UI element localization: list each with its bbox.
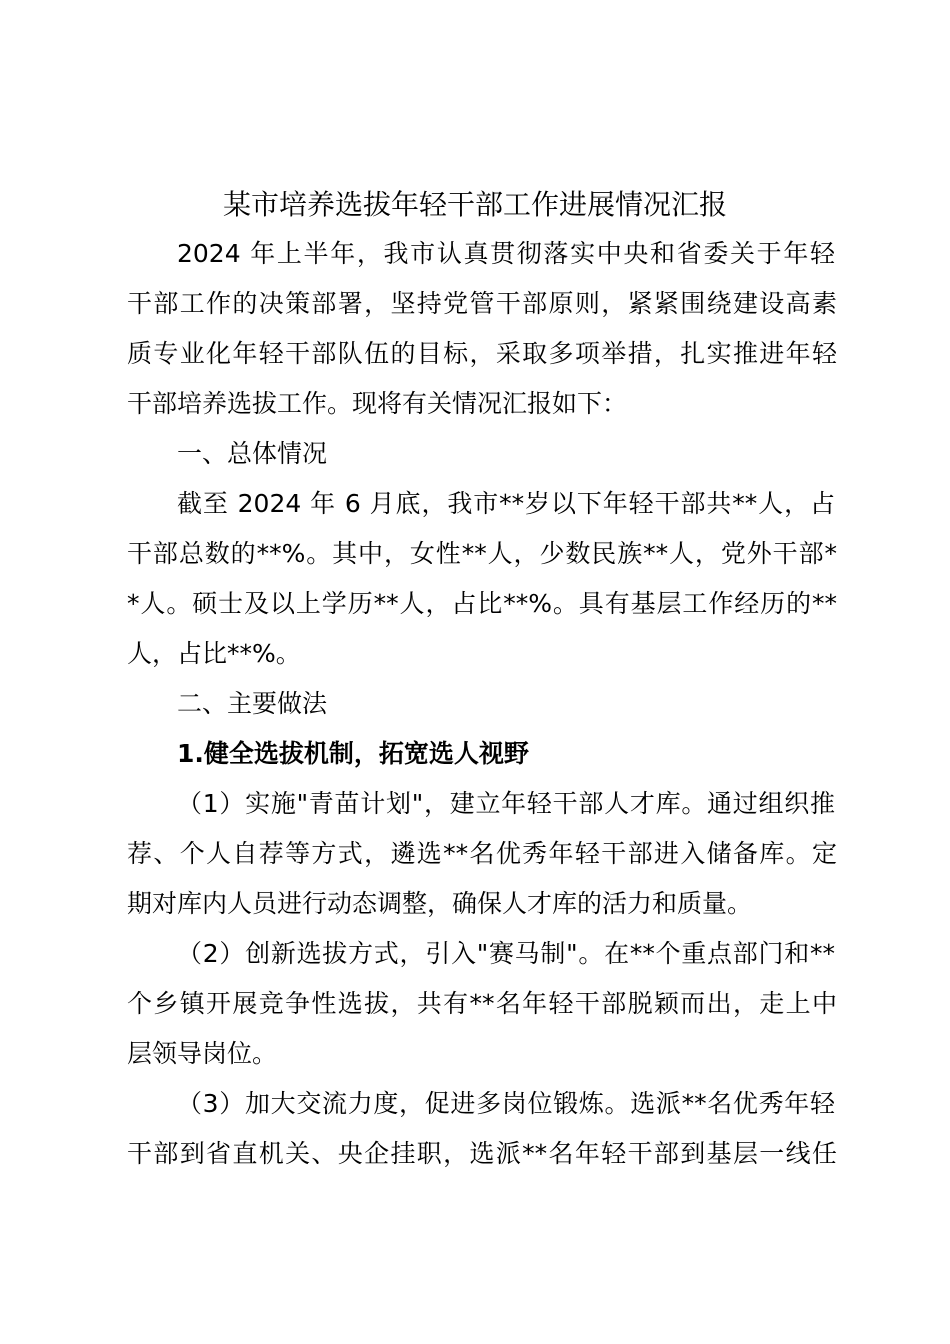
paragraph-line: 人，占比**%。	[127, 639, 301, 668]
paragraph-line: （2）创新选拔方式，引入"赛马制"。在**个重点部门和**	[177, 939, 835, 968]
section-heading: 一、总体情况	[177, 439, 328, 468]
section-heading: 二、主要做法	[177, 689, 328, 718]
paragraph-line: 层领导岗位。	[127, 1039, 278, 1068]
paragraph-line: 个乡镇开展竞争性选拔，共有**名年轻干部脱颖而出，走上中	[127, 989, 837, 1018]
paragraph-line: （1）实施"青苗计划"，建立年轻干部人才库。通过组织推	[177, 789, 835, 818]
paragraph-line: 干部培养选拔工作。现将有关情况汇报如下：	[127, 389, 628, 418]
paragraph-line: 干部总数的**%。其中，女性**人，少数民族**人，党外干部*	[127, 539, 837, 568]
paragraph-line: 期对库内人员进行动态调整，确保人才库的活力和质量。	[127, 889, 753, 918]
paragraph-line: *人。硕士及以上学历**人，占比**%。具有基层工作经历的**	[127, 589, 837, 618]
document-title: 某市培养选拔年轻干部工作进展情况汇报	[222, 188, 727, 221]
paragraph-line: 2024 年上半年，我市认真贯彻落实中央和省委关于年轻	[177, 239, 835, 268]
paragraph-line: 截至 2024 年 6 月底，我市**岁以下年轻干部共**人，占	[177, 489, 835, 518]
paragraph-line: 质专业化年轻干部队伍的目标，采取多项举措，扎实推进年轻	[127, 339, 837, 368]
paragraph-line: 荐、个人自荐等方式，遴选**名优秀年轻干部进入储备库。定	[127, 839, 837, 868]
paragraph-line: 干部到省直机关、央企挂职，选派**名年轻干部到基层一线任	[127, 1139, 837, 1168]
subsection-heading: 1.健全选拔机制，拓宽选人视野	[177, 739, 529, 768]
paragraph-line: 干部工作的决策部署，坚持党管干部原则，紧紧围绕建设高素	[127, 289, 837, 318]
paragraph-line: （3）加大交流力度，促进多岗位锻炼。选派**名优秀年轻	[177, 1089, 835, 1118]
